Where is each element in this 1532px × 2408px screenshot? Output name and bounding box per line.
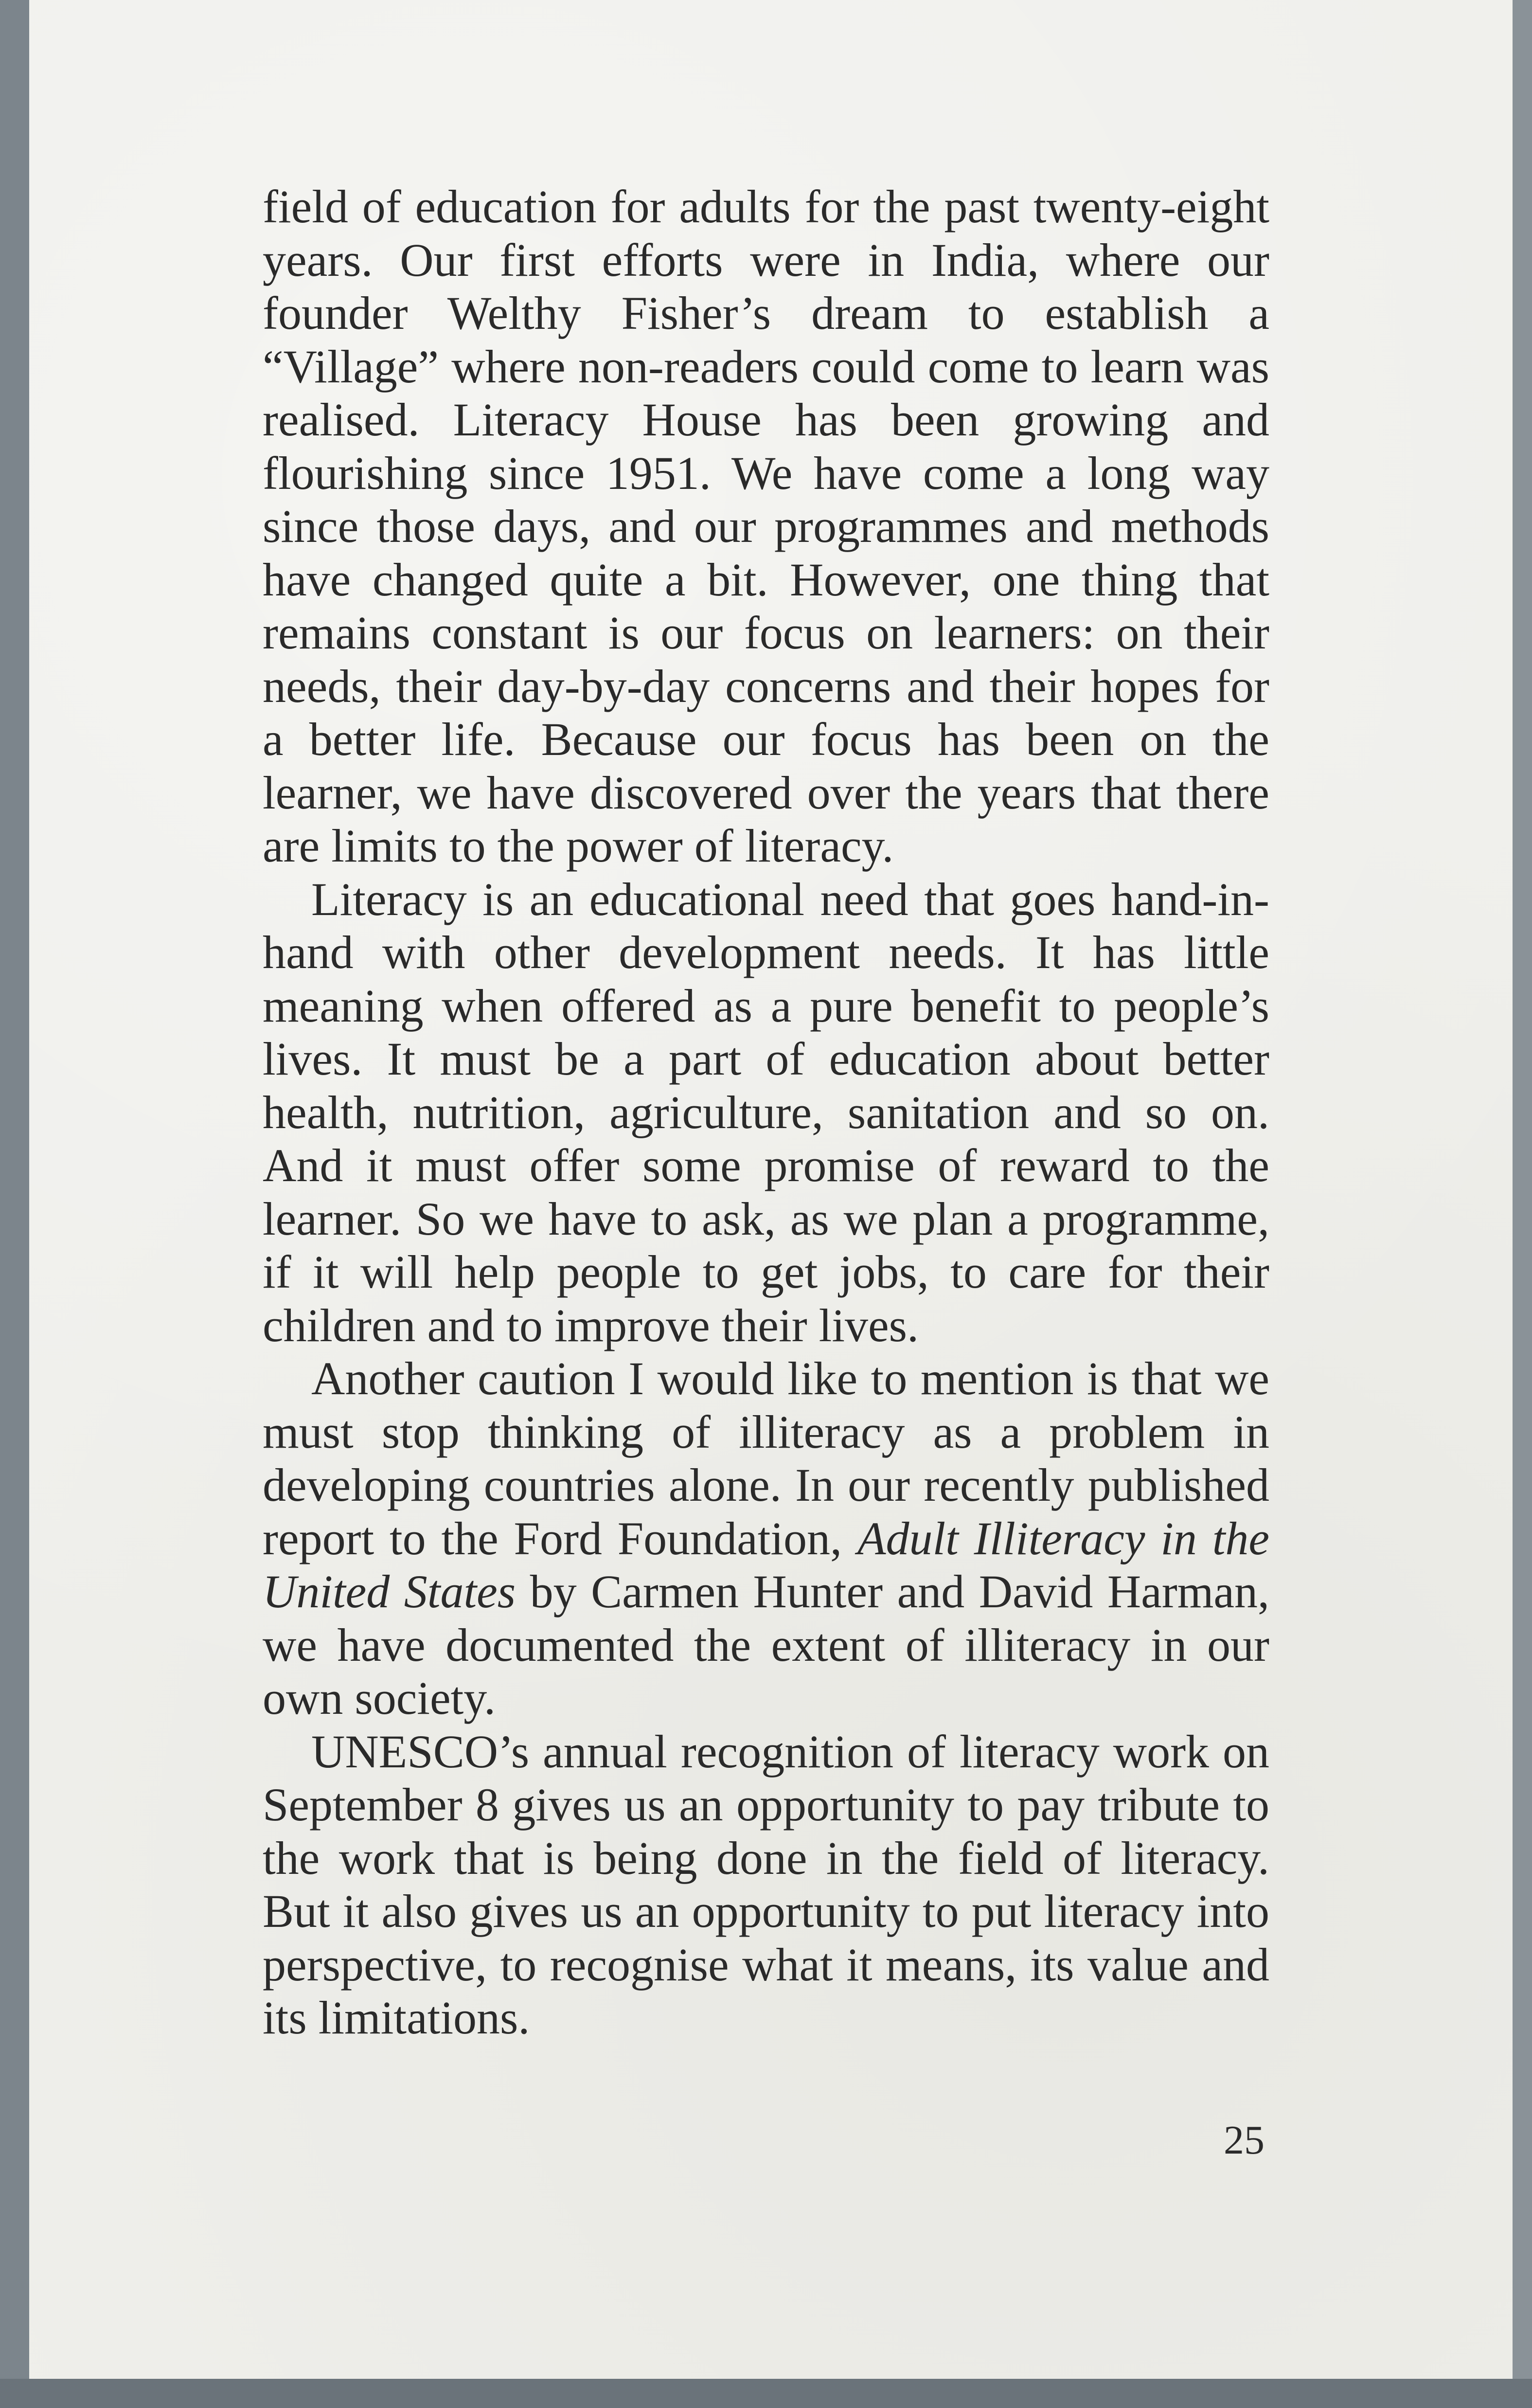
paragraph-3-text-after: by Carmen Hunter and David Harman, we have documented the extent of illiteracy in our own society. (263, 1565, 1270, 1724)
paragraph-1: field of education for adults for the past twenty-eight years. Our first efforts were in India, where our founder Welthy Fisher’s dream to establish a “Village” where non-readers could come to learn was realised. Literacy House has been growing and flourishing since 1951. We have come a long way since those days, and our programmes and methods have changed quite a bit. However, one thing that remains constant is our focus on learners: on their needs, their day-by-day concerns and their hopes for a better life. Because our focus has been on the learner, we have discovered over the years that there are limits to the power of literacy. (263, 180, 1269, 872)
scan-border-right (1513, 0, 1532, 2408)
paragraph-2: Literacy is an educational need that goes hand-in-hand with other development needs. It has little meaning when offered as a pure benefit to people’s lives. It must be a part of education about better health, nutrition, agriculture, sanitation and so on. And it must offer some promise of reward to the learner. So we have to ask, as we plan a programme, if it will help people to get jobs, to care for their children and to improve their lives. (263, 873, 1269, 1351)
scan-border-left (0, 0, 29, 2408)
page-number: 25 (1224, 2118, 1265, 2163)
report-title: Adult Illiteracy in the United States (263, 1512, 1270, 1617)
scan-border-bottom (0, 2379, 1532, 2408)
body-text (263, 180, 1269, 2045)
paragraph-4: UNESCO’s annual recognition of literacy work on September 8 gives us an opportunity to pay tribute to the work that is being done in the field of literacy. But it also gives us an opportunity to put literacy into perspective, to recognise what it means, its value and its limitations. (263, 1725, 1269, 2044)
paragraph-3-text-before: Another caution I would like to mention is that we must stop thinking of illiteracy as a problem in developing countries alone. In our recently published report to the Ford Foundation, (263, 1352, 1269, 1564)
paragraph-3 (263, 1352, 1269, 1725)
